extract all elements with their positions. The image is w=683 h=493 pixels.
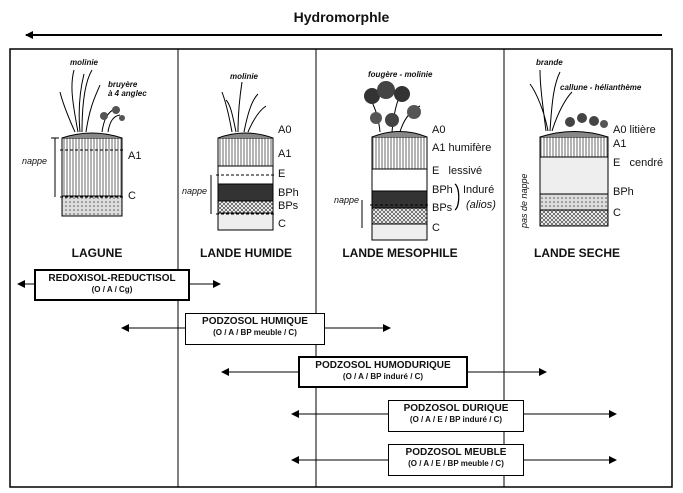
site-name-lande-seche: LANDE SECHE — [533, 246, 620, 260]
horizon-label: C — [432, 222, 440, 234]
soil-name: PODZOSOL MEUBLE — [405, 447, 507, 458]
soil-formula: (O / A / Cg) — [91, 285, 133, 294]
soil-box-podzosol-humique — [185, 313, 325, 345]
plant-label: bruyère à 4 anglec — [108, 80, 147, 98]
soil-formula: (O / A / E / BP induré / C) — [409, 415, 503, 424]
hydromorphy-title: Hydromorphle — [293, 9, 390, 25]
soil-name: PODZOSOL HUMIQUE — [202, 316, 308, 327]
water-table-label: nappe — [182, 186, 208, 196]
horizon-label: C — [613, 207, 621, 219]
water-table-label: nappe — [22, 156, 48, 166]
horizon-label: A1 — [128, 150, 142, 162]
water-table-label: nappe — [334, 195, 360, 205]
horizon-label: BPh — [613, 186, 634, 198]
soil-box-podzosol-humodurique — [298, 356, 468, 388]
profile-lande-mesophile — [362, 81, 459, 240]
horizon-label: BPs — [432, 202, 453, 214]
soil-box-redoxisol — [34, 269, 190, 301]
soil-name: REDOXISOL-REDUCTISOL — [48, 273, 176, 284]
horizon-label: E — [278, 168, 286, 180]
profile-lande-humide — [211, 82, 275, 230]
site-name-lande-mesophile: LANDE MESOPHILE — [342, 246, 458, 260]
plant-label: molinie — [230, 72, 259, 81]
horizon-label: E lessivé — [432, 165, 483, 177]
outer-frame — [10, 49, 672, 487]
horizon-label: C — [278, 218, 286, 230]
horizon-label: E cendré — [613, 157, 664, 169]
plant-label: fougère - molinie — [368, 70, 433, 79]
alios-label: (alios) — [466, 199, 496, 211]
site-name-lande-humide: LANDE HUMIDE — [200, 246, 292, 260]
plant-label: callune - hélianthème — [560, 83, 642, 92]
soil-formula: (O / A / BP induré / C) — [342, 372, 424, 381]
horizon-label: A0 litière — [613, 124, 656, 136]
horizon-label: A0 — [278, 124, 292, 136]
indure-label: Induré — [463, 184, 495, 196]
plant-label: molinie — [70, 58, 99, 67]
soil-box-podzosol-meuble — [388, 444, 524, 476]
soil-formula: (O / A / E / BP meuble / C) — [408, 459, 504, 468]
site-name-lagune: LAGUNE — [71, 246, 123, 260]
horizon-label: A1 humifère — [432, 142, 492, 154]
plant-label: brande — [536, 58, 563, 67]
soil-box-podzosol-durique — [388, 400, 524, 432]
profile-lande-seche — [530, 70, 608, 226]
horizon-label: BPs — [278, 200, 299, 212]
horizon-label: A0 — [432, 124, 446, 136]
horizon-label: A1 — [278, 148, 292, 160]
water-table-label: pas de nappe — [519, 173, 529, 228]
horizon-label: BPh — [432, 184, 453, 196]
soil-formula: (O / A / BP meuble / C) — [213, 328, 297, 337]
soil-name: PODZOSOL DURIQUE — [403, 403, 509, 414]
horizon-label: A1 — [613, 138, 627, 150]
horizon-label: BPh — [278, 187, 299, 199]
horizon-label: C — [128, 190, 136, 202]
soil-name: PODZOSOL HUMODURIQUE — [315, 360, 451, 371]
